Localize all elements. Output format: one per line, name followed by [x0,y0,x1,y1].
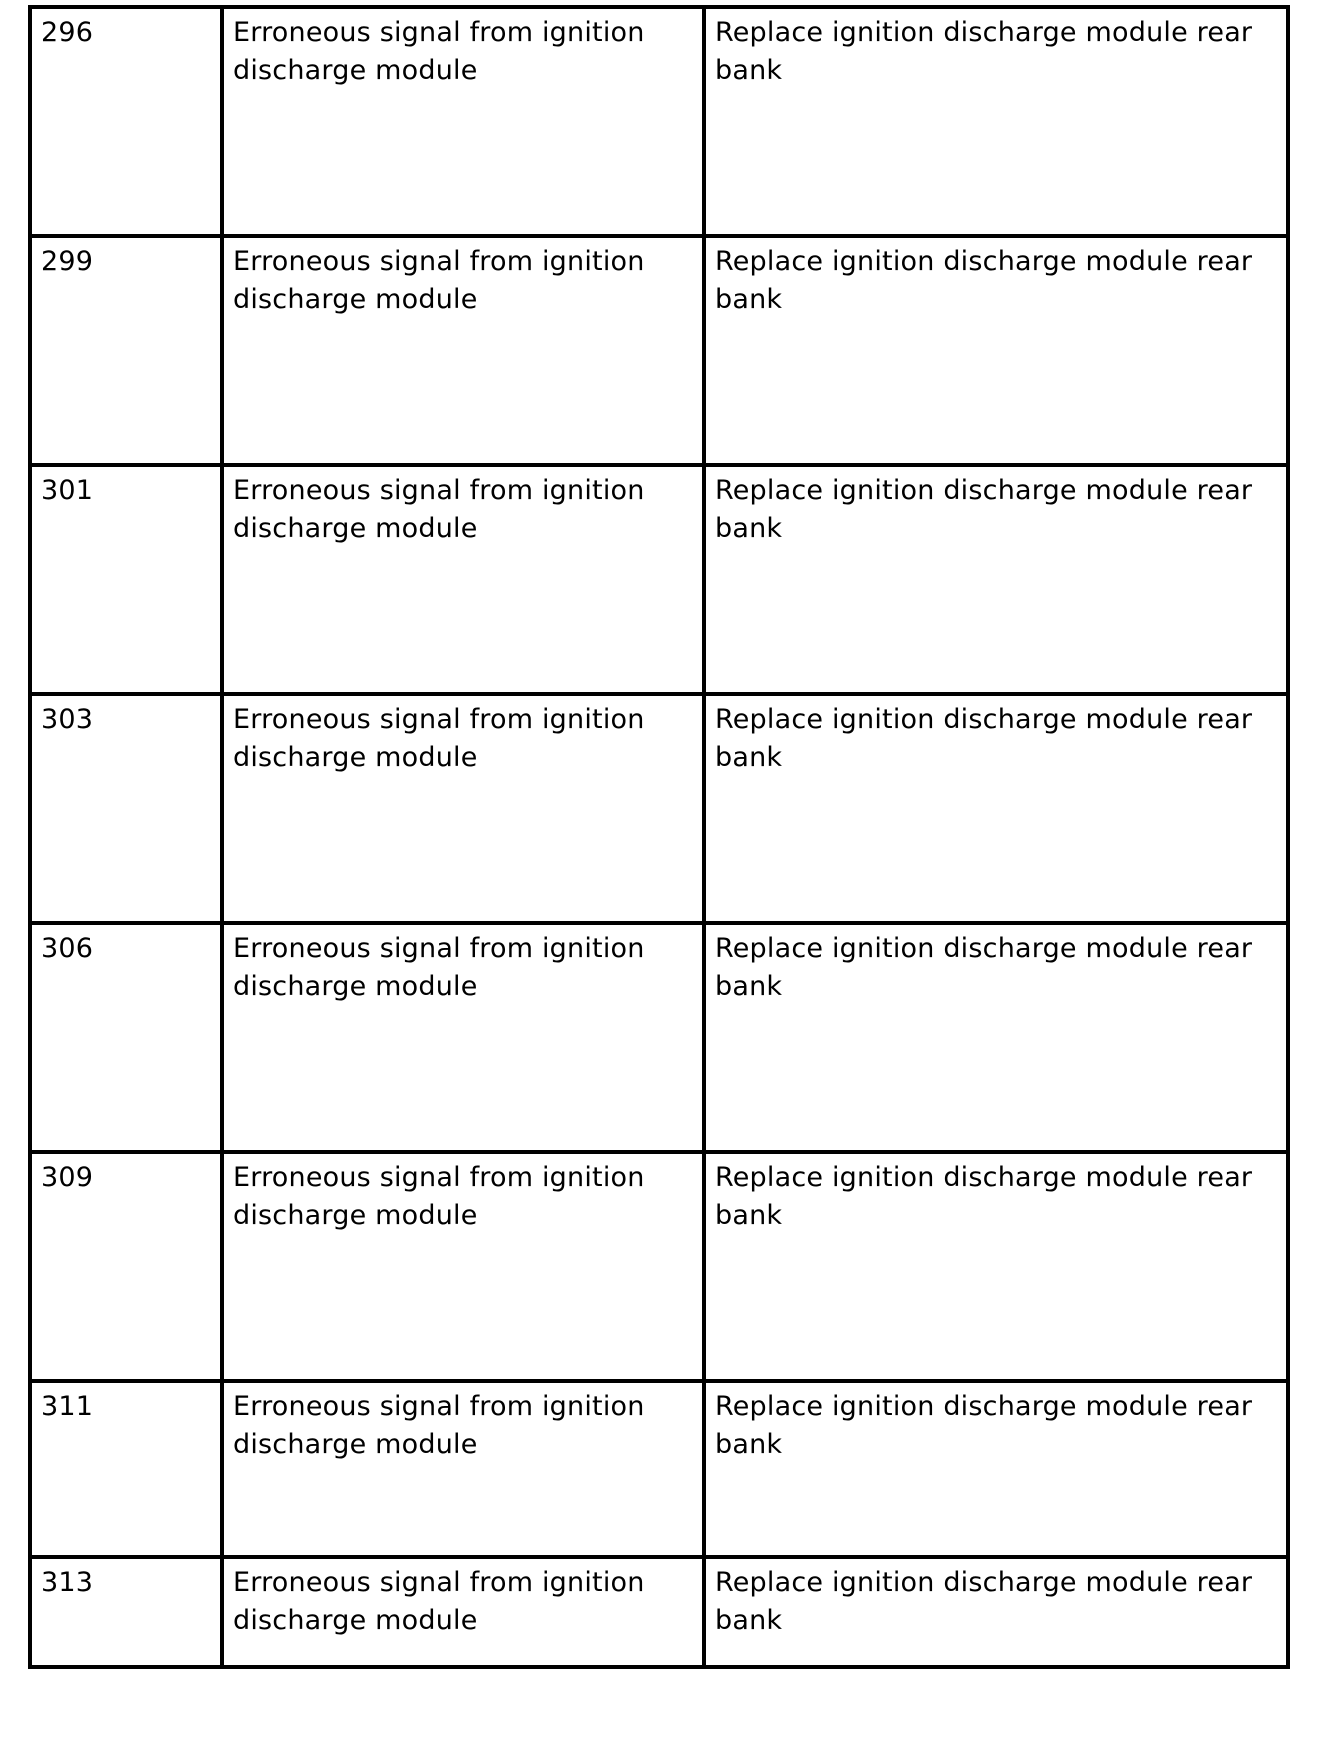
trouble-code-cell: 306 [30,923,222,1152]
corrective-action-cell: Replace ignition discharge module rear bank [704,694,1288,923]
corrective-action-cell: Replace ignition discharge module rear bank [704,1381,1288,1557]
trouble-code-table [28,5,1290,1669]
corrective-action-cell: Replace ignition discharge module rear bank [704,1557,1288,1667]
fault-description-cell: Erroneous signal from ignition discharge module [222,694,704,923]
corrective-action-cell: Replace ignition discharge module rear bank [704,1152,1288,1381]
table-row [30,923,1288,1152]
fault-description-cell: Erroneous signal from ignition discharge module [222,7,704,236]
trouble-code-cell: 296 [30,7,222,236]
table-row [30,236,1288,465]
fault-description-cell: Erroneous signal from ignition discharge module [222,236,704,465]
corrective-action-cell: Replace ignition discharge module rear bank [704,923,1288,1152]
table-row [30,694,1288,923]
table-row [30,7,1288,236]
fault-description-cell: Erroneous signal from ignition discharge module [222,923,704,1152]
trouble-code-cell: 301 [30,465,222,694]
fault-description-cell: Erroneous signal from ignition discharge module [222,1557,704,1667]
fault-description-cell: Erroneous signal from ignition discharge module [222,1381,704,1557]
trouble-code-cell: 309 [30,1152,222,1381]
corrective-action-cell: Replace ignition discharge module rear bank [704,7,1288,236]
fault-description-cell: Erroneous signal from ignition discharge module [222,465,704,694]
trouble-code-cell: 311 [30,1381,222,1557]
table-row [30,1152,1288,1381]
corrective-action-cell: Replace ignition discharge module rear bank [704,465,1288,694]
table-row [30,1557,1288,1667]
trouble-code-cell: 313 [30,1557,222,1667]
table-row [30,1381,1288,1557]
trouble-code-cell: 299 [30,236,222,465]
corrective-action-cell: Replace ignition discharge module rear bank [704,236,1288,465]
trouble-code-cell: 303 [30,694,222,923]
trouble-code-table-body [30,7,1288,1667]
table-row [30,465,1288,694]
fault-description-cell: Erroneous signal from ignition discharge module [222,1152,704,1381]
